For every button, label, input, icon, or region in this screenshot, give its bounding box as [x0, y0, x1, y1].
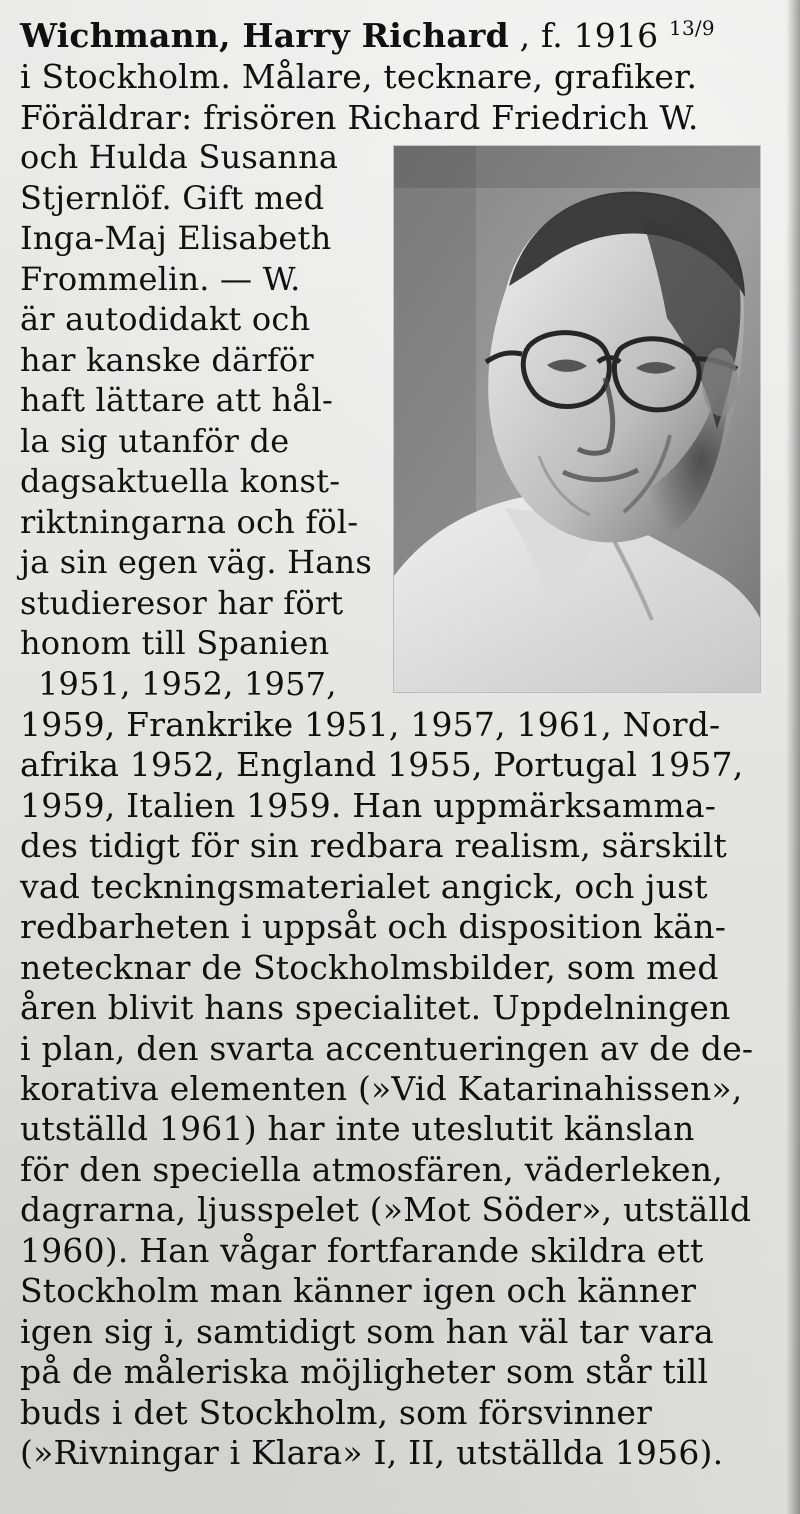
- text-line: [20, 624, 368, 662]
- text-segment: har kanske därför: [20, 341, 314, 379]
- text-segment: (»Rivningar i Klara» I, II, utställda 1956).: [20, 1433, 724, 1472]
- text-line: [20, 300, 368, 338]
- text-line: [20, 1150, 764, 1189]
- text-line: [20, 543, 372, 581]
- portrait-photo: [394, 146, 760, 692]
- text-segment: honom till Spanien: [20, 624, 330, 662]
- text-line: [20, 826, 764, 865]
- text-line: [20, 1231, 764, 1270]
- text-line: [20, 381, 368, 419]
- text-line: [20, 1190, 764, 1229]
- text-segment: netecknar de Stockholmsbilder, som med: [20, 948, 719, 987]
- birth-date-superscript: 13/9: [669, 16, 715, 40]
- text-segment: 1951, 1952, 1957,: [38, 665, 337, 703]
- text-line: [20, 1393, 764, 1432]
- text-line: [20, 1312, 764, 1351]
- text-line: [20, 745, 764, 784]
- text-line: [20, 584, 368, 622]
- text-segment: des tidigt för sin redbara realism, särskilt: [20, 826, 727, 865]
- text-line: [20, 1271, 764, 1310]
- text-line: [20, 867, 764, 906]
- text-segment: och Hulda Susanna: [20, 138, 339, 176]
- portrait-photo-icon: [394, 146, 760, 692]
- text-line: [20, 1109, 764, 1148]
- text-segment: är autodidakt och: [20, 300, 311, 338]
- text-line: [20, 341, 368, 379]
- text-segment: för den speciella atmosfären, väderleken,: [20, 1150, 723, 1189]
- text-line: [20, 1069, 764, 1108]
- text-line: [20, 705, 764, 744]
- text-line: [20, 907, 764, 946]
- text-segment: buds i det Stockholm, som försvinner: [20, 1393, 653, 1432]
- text-segment: korativa elementen (»Vid Katarinahissen»,: [20, 1069, 743, 1108]
- text-segment: afrika 1952, England 1955, Portugal 1957,: [20, 745, 744, 784]
- text-line: [20, 179, 368, 217]
- text-line: [20, 1433, 764, 1472]
- text-line: [20, 462, 368, 500]
- text-segment: vad teckningsmaterialet angick, och just: [20, 867, 708, 906]
- text-segment: åren blivit hans specialitet. Uppdelningen: [20, 988, 731, 1027]
- text-line: [20, 786, 764, 825]
- text-segment: 1960). Han vågar fortfarande skildra ett: [20, 1231, 704, 1270]
- entry-header-line: [20, 16, 764, 55]
- text-segment: Inga-Maj Elisabeth: [20, 219, 332, 257]
- given-names: Harry Richard: [242, 16, 509, 55]
- text-line: [38, 665, 337, 703]
- text-segment: dagsaktuella konst-: [20, 462, 341, 500]
- text-segment: utställd 1961) har inte uteslutit känslan: [20, 1109, 695, 1148]
- text-segment: Stjernlöf. Gift med: [20, 179, 325, 217]
- text-line: [20, 503, 368, 541]
- text-segment: riktningarna och föl-: [20, 503, 359, 541]
- surname: Wichmann,: [20, 16, 243, 55]
- text-segment: redbarheten i uppsåt och disposition kän-: [20, 907, 727, 946]
- text-segment: i Stockholm. Målare, tecknare, grafiker.: [20, 57, 698, 96]
- text-segment: studieresor har fört: [20, 584, 344, 622]
- text-line: [20, 988, 764, 1027]
- text-line: [20, 98, 764, 137]
- text-segment: 1959, Italien 1959. Han uppmärksamma-: [20, 786, 717, 825]
- text-line: [20, 422, 368, 460]
- text-segment: 1959, Frankrike 1951, 1957, 1961, Nord-: [20, 705, 721, 744]
- text-segment: Stockholm man känner igen och känner: [20, 1271, 697, 1310]
- text-segment: i plan, den svarta accentueringen av de de-: [20, 1029, 754, 1068]
- text-segment: Föräldrar: frisören Richard Friedrich W.: [20, 98, 699, 137]
- text-line: [20, 57, 764, 96]
- text-segment: på de måleriska möjligheter som står till: [20, 1352, 709, 1391]
- entry-name: [20, 16, 715, 55]
- page-edge-shadow: [786, 0, 800, 1514]
- text-segment: haft lättare att hål-: [20, 381, 333, 419]
- birth-text: , f. 1916: [519, 16, 670, 55]
- text-segment: ja sin egen väg. Hans: [20, 543, 372, 581]
- text-line: [20, 138, 368, 176]
- text-segment: la sig utanför de: [20, 422, 290, 460]
- text-line: [20, 1352, 764, 1391]
- text-segment: Frommelin. — W.: [20, 260, 301, 298]
- text-line: [20, 260, 368, 298]
- text-segment: igen sig i, samtidigt som han väl tar vara: [20, 1312, 714, 1351]
- text-segment: dagrarna, ljusspelet (»Mot Söder», utställd: [20, 1190, 752, 1229]
- text-line: [20, 219, 368, 257]
- text-line: [20, 948, 764, 987]
- text-line: [20, 1029, 764, 1068]
